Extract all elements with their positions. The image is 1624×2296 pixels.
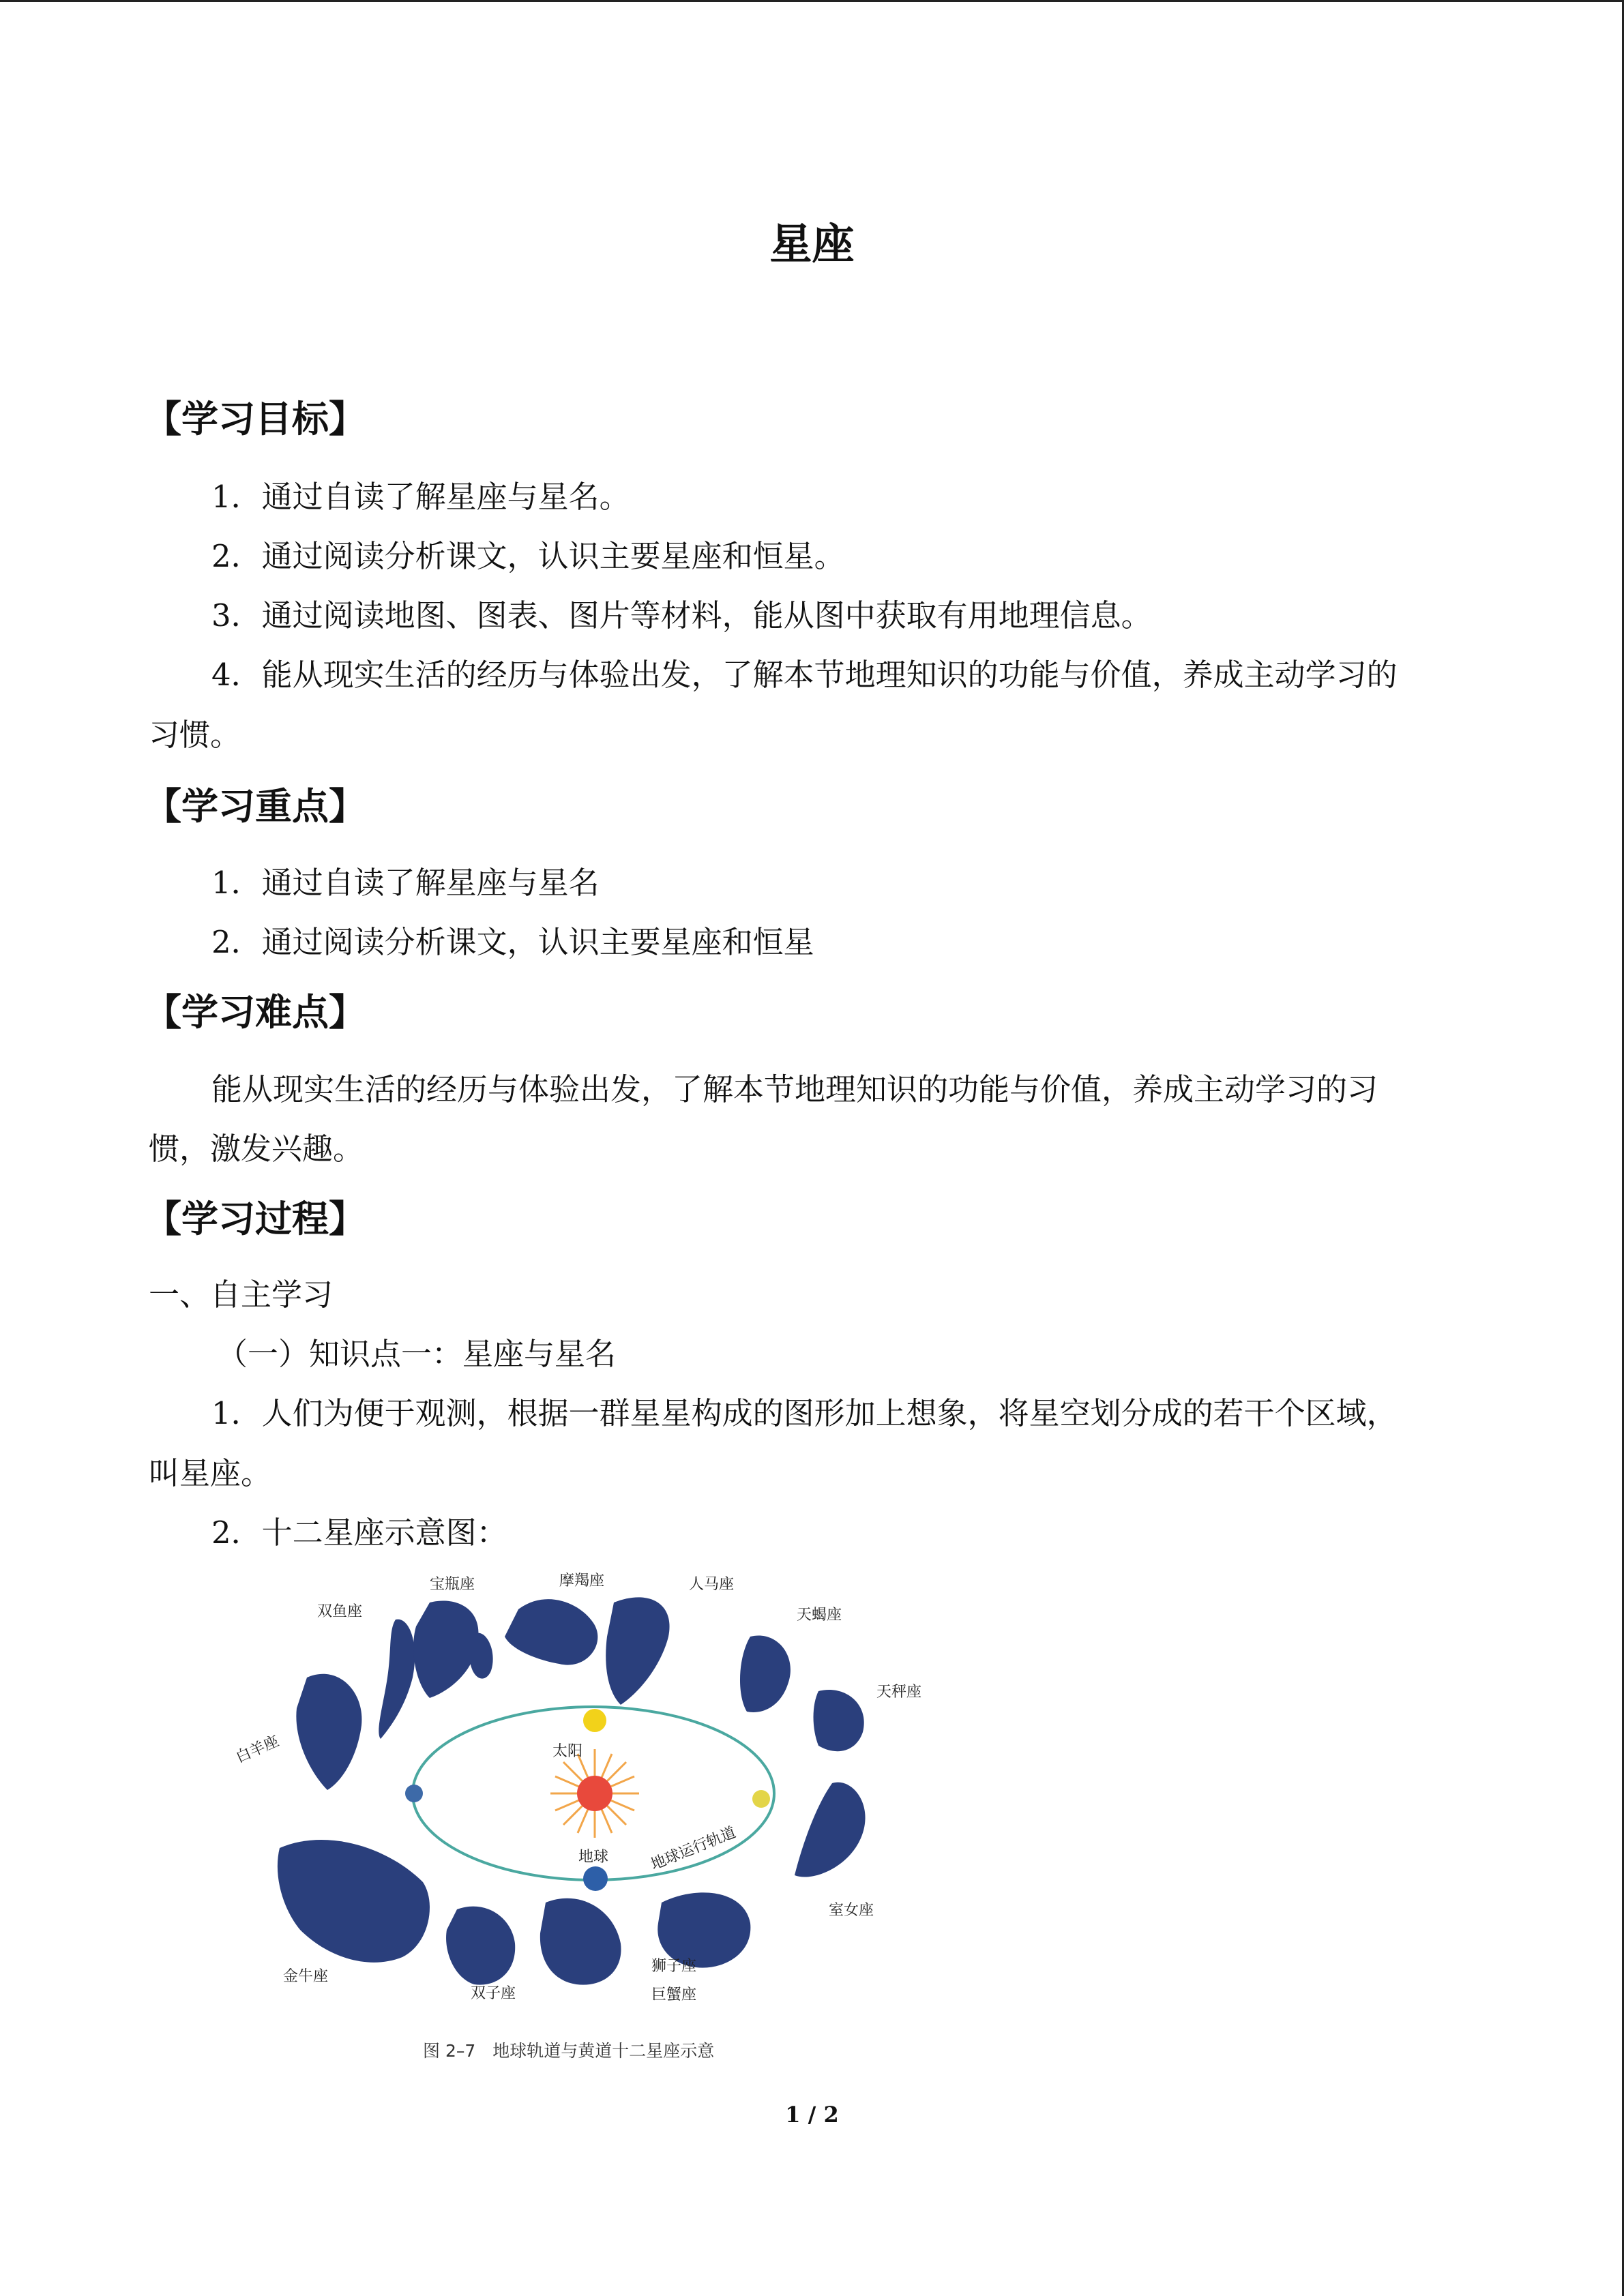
label-sagittarius: 人马座 [689,1576,735,1593]
orbit-point-right [752,1790,770,1808]
libra-figure [814,1690,864,1751]
key-point-2: 2．通过阅读分析课文，认识主要星座和恒星 [211,924,814,960]
sun-icon [550,1749,639,1838]
heading-goals: 【学习目标】 [145,398,366,441]
top-border [0,0,1624,2]
capricorn-figure [505,1599,597,1665]
difficulty-line-1: 能从现实生活的经历与体验出发，了解本节地理知识的功能与价值，养成主动学习的习 [211,1071,1378,1107]
figure-caption: 图 2–7 地球轨道与黄道十二星座示意 [423,2041,715,2061]
goal-item-3: 3．通过阅读地图、图表、图片等材料，能从图中获取有用地理信息。 [211,597,1152,633]
aquarius-figure [413,1601,493,1699]
label-sun: 太阳 [552,1743,583,1760]
process-item-2: 2．十二星座示意图： [211,1515,507,1551]
sun-marker-top [583,1709,606,1732]
pisces-figure [379,1620,415,1739]
gemini-figure [446,1907,515,1985]
heading-process: 【学习过程】 [145,1197,366,1240]
leo-figure [658,1892,750,1967]
label-aquarius: 宝瓶座 [430,1576,475,1593]
heading-key-points: 【学习重点】 [145,785,366,828]
label-capricorn: 摩羯座 [559,1572,605,1590]
cancer-figure [540,1898,621,1985]
earth-icon [583,1866,608,1891]
heading-difficulties: 【学习难点】 [145,991,366,1034]
key-point-1: 1．通过自读了解星座与星名 [211,865,600,901]
label-scorpio: 天蝎座 [797,1607,842,1624]
page-title: 星座 [769,219,855,269]
process-item-1-cont: 叫星座。 [149,1455,272,1491]
label-aries: 白羊座 [233,1732,282,1767]
goal-item-2: 2．通过阅读分析课文，认识主要星座和恒星。 [211,538,845,574]
taurus-figure [278,1840,430,1963]
difficulty-line-2: 惯，激发兴趣。 [149,1131,364,1167]
orbit-point-left [405,1785,423,1802]
scorpio-figure [740,1635,791,1712]
label-cancer: 巨蟹座 [651,1986,697,2003]
page-number: 1 / 2 [785,2102,839,2128]
label-virgo: 室女座 [829,1902,874,1919]
goal-item-4-cont: 习惯。 [149,717,241,753]
sagittarius-figure [606,1597,669,1705]
process-item-1: 1．人们为便于观测，根据一群星星构成的图形加上想象，将星空划分成的若干个区域， [211,1395,1398,1431]
knowledge-point-1: （一）知识点一：星座与星名 [217,1336,617,1372]
label-leo: 狮子座 [651,1958,697,1975]
zodiac-diagram [225,1562,941,2066]
goal-item-4: 4．能从现实生活的经历与体验出发，了解本节地理知识的功能与价值，养成主动学习的 [211,657,1398,693]
label-taurus: 金牛座 [283,1968,329,1985]
label-earth: 地球 [578,1849,609,1866]
process-part-1: 一、自主学习 [149,1277,334,1313]
label-orbit: 地球运行轨道 [648,1823,739,1874]
goal-item-1: 1．通过自读了解星座与星名。 [211,479,630,515]
label-libra: 天秤座 [876,1684,922,1701]
virgo-figure [795,1783,866,1877]
label-gemini: 双子座 [471,1985,516,2002]
aries-figure [296,1674,361,1790]
label-pisces: 双鱼座 [317,1603,363,1620]
